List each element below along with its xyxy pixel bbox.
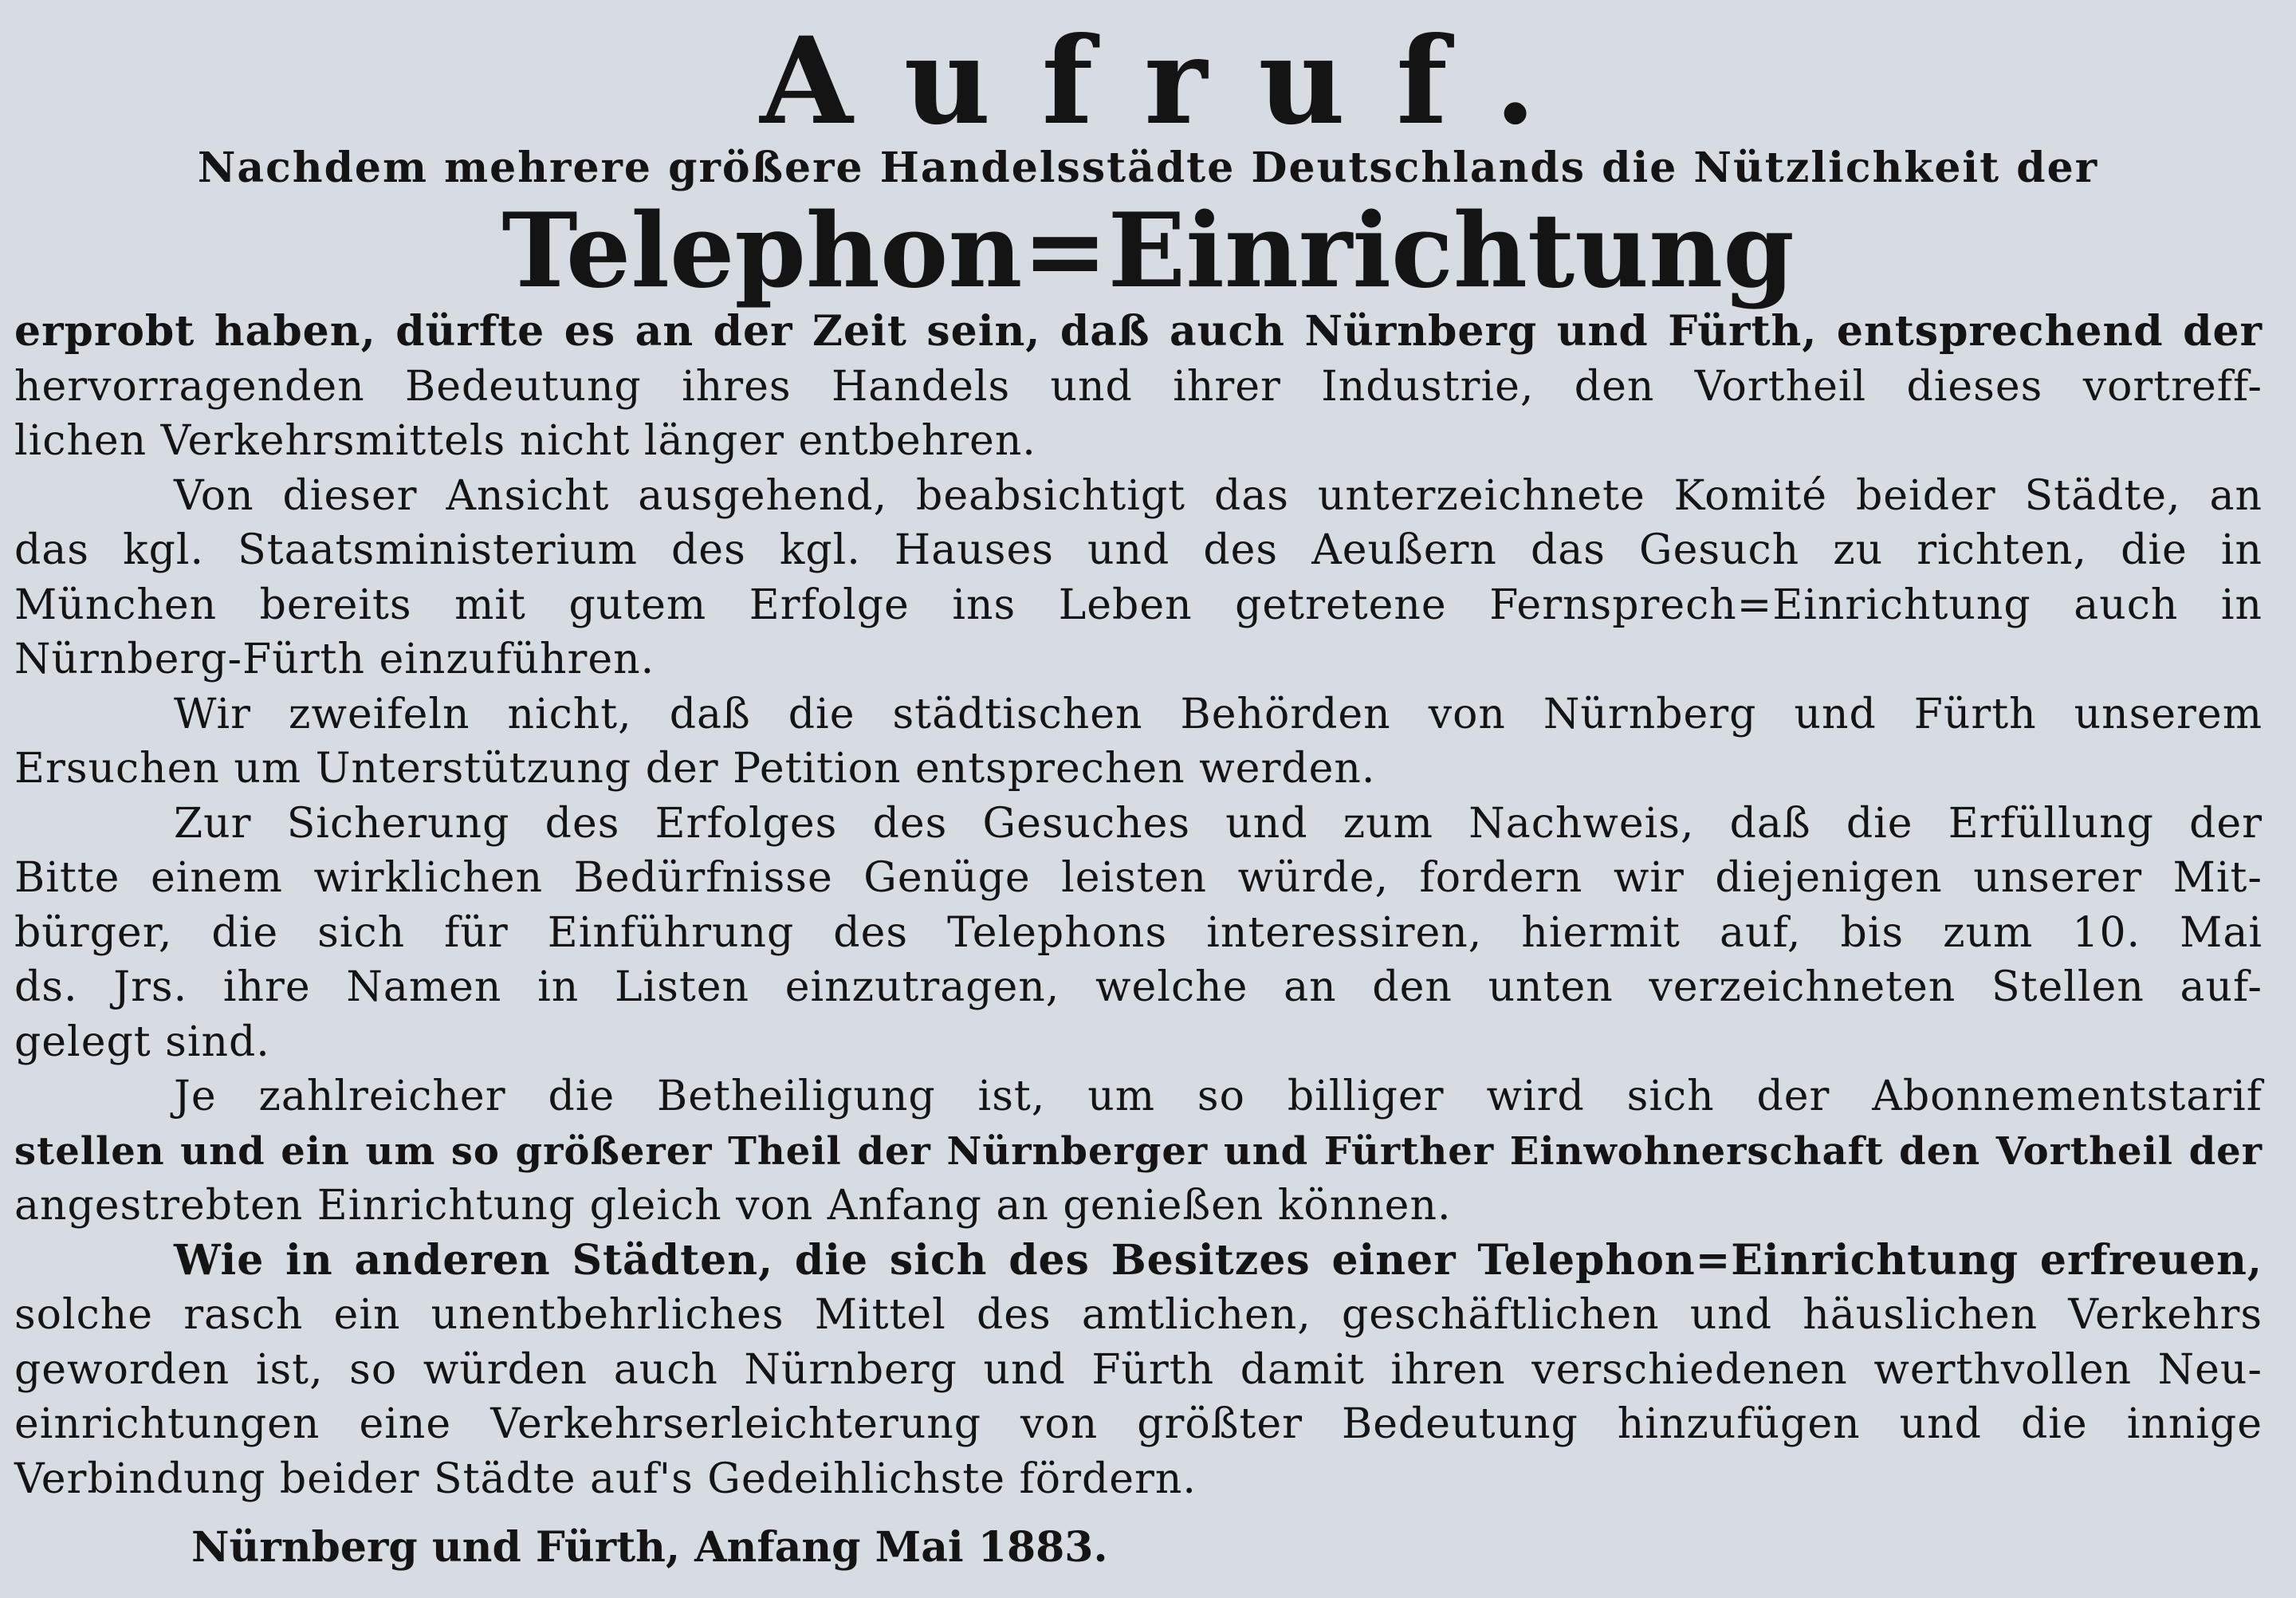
body-line: Verbindung beider Städte auf's Gedeihlichste fördern.: [14, 1454, 1197, 1503]
notice-headline: Telephon=Einrichtung: [501, 191, 1795, 311]
body-line: Nürnberg-Fürth einzuführen.: [14, 636, 655, 683]
body-line: hervorragenden Bedeutung ihres Handels und ihrer Industrie, den Vortheil dieses vortreff-: [14, 362, 2263, 411]
notice-intro-line: Nachdem mehrere größere Handelsstädte Deutschlands die Nützlichkeit der: [197, 144, 2099, 192]
body-line: Zur Sicherung des Erfolges des Gesuches und zum Nachweis, daß die Erfüllung der: [174, 799, 2263, 848]
body-line: Wir zweifeln nicht, daß die städtischen Behörden von Nürnberg und Fürth unserem: [174, 690, 2263, 738]
body-line: Je zahlreicher die Betheiligung ist, um so billiger wird sich der Abonnementstarif: [174, 1073, 2263, 1120]
body-line: Ersuchen um Unterstützung der Petition entsprechen werden.: [14, 745, 1376, 793]
notice-title: Aufruf.: [760, 11, 1587, 152]
body-line: einrichtungen eine Verkehrserleichterung von größter Bedeutung hinzufügen und die innige: [14, 1400, 2263, 1448]
body-line: geworden ist, so würden auch Nürnberg und Fürth damit ihren verschiedenen werthvollen Neu-: [14, 1345, 2263, 1394]
notice-signature: Nürnberg und Fürth, Anfang Mai 1883.: [191, 1523, 1108, 1572]
body-line: München bereits mit gutem Erfolge ins Leben getretene Fernsprech=Einrichtung auch in: [14, 581, 2263, 629]
body-line: Von dieser Ansicht ausgehend, beabsichtigt das unterzeichnete Komité beider Städte, an: [174, 471, 2263, 520]
body-line: angestrebten Einrichtung gleich von Anfang an genießen können.: [14, 1182, 1452, 1230]
body-line: das kgl. Staatsministerium des kgl. Hauses und des Aeußern das Gesuch zu richten, die in: [14, 526, 2263, 574]
body-line: stellen und ein um so größerer Theil der Nürnberger und Fürther Einwohnerschaft den Vortheil der: [14, 1128, 2263, 1174]
body-line: gelegt sind.: [14, 1017, 270, 1066]
body-line: bürger, die sich für Einführung des Telephons interessiren, hiermit auf, bis zum 10. Mai: [14, 908, 2263, 957]
body-line: Wie in anderen Städten, die sich des Besitzes einer Telephon=Einrichtung erfreuen,: [174, 1235, 2263, 1285]
body-line: ds. Jrs. ihre Namen in Listen einzutragen, welche an den unten verzeichneten Stellen auf-: [14, 963, 2263, 1011]
body-line: solche rasch ein unentbehrliches Mittel des amtlichen, geschäftlichen und häuslichen Verkehrs: [14, 1291, 2263, 1339]
body-line: lichen Verkehrsmittels nicht länger entbehren.: [14, 417, 1036, 465]
body-line: Bitte einem wirklichen Bedürfnisse Genüge leisten würde, fordern wir diejenigen unserer Mit-: [14, 854, 2263, 902]
body-line: erprobt haben, dürfte es an der Zeit sein, daß auch Nürnberg und Fürth, entsprechend der: [14, 307, 2263, 356]
notice-body: [14, 305, 2263, 1506]
